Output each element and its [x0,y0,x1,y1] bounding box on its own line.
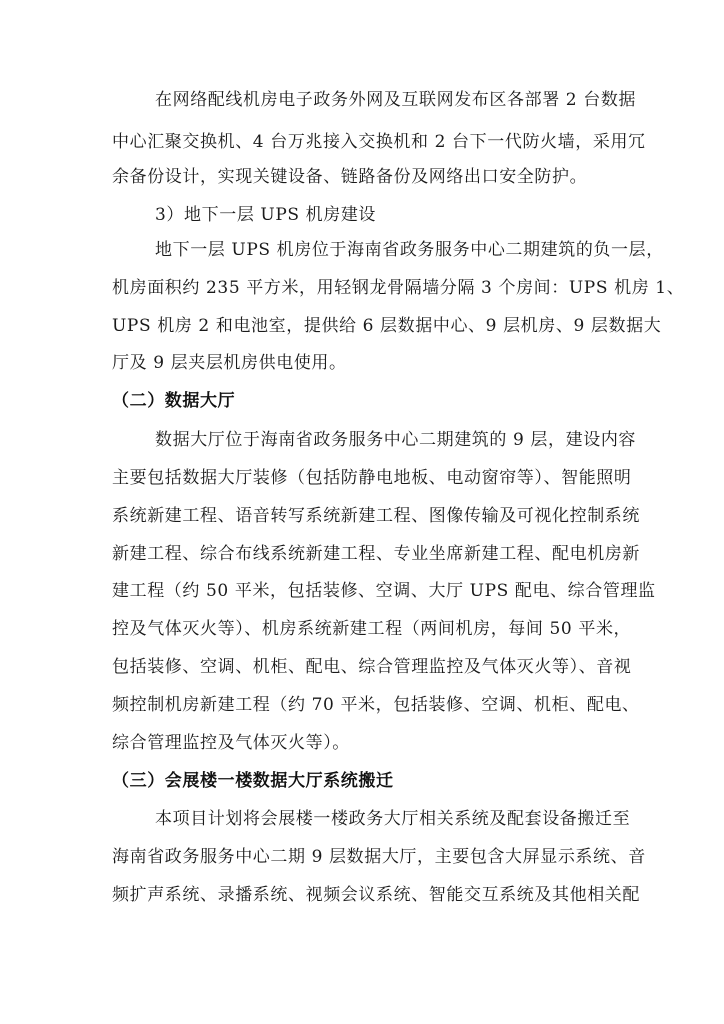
paragraph-line: 数据大厅位于海南省政务服务中心二期建筑的 9 层，建设内容 [155,430,637,450]
paragraph-line: 综合管理监控及气体灭火等）。 [112,733,350,753]
paragraph-line: 中心汇聚交换机、4 台万兆接入交换机和 2 台下一代防火墙，采用冗 [112,132,646,152]
paragraph-line: 海南省政务服务中心二期 9 层数据大厅，主要包含大屏显示系统、音 [112,847,646,867]
paragraph-line: 建工程（约 50 平米，包括装修、空调、大厅 UPS 配电、综合管理监 [112,581,656,601]
paragraph-line: 包括装修、空调、机柜、配电、综合管理监控及气体灭火等）、音视 [112,657,632,677]
paragraph-line: 余备份设计，实现关键设备、链路备份及网络出口安全防护。 [112,167,588,187]
paragraph-line: 新建工程、综合布线系统新建工程、专业坐席新建工程、配电机房新 [112,544,640,564]
paragraph-line: 机房面积约 235 平方米，用轻钢龙骨隔墙分隔 3 个房间：UPS 机房 1、 [112,278,685,298]
paragraph-line: 频控制机房新建工程（约 70 平米，包括装修、空调、机柜、配电、 [112,695,640,715]
item-title: 3）地下一层 UPS 机房建设 [155,205,377,225]
section-heading: （三）会展楼一楼数据大厅系统搬迁 [112,771,394,791]
paragraph-line: 厅及 9 层夹层机房供电使用。 [112,353,347,373]
paragraph-line: UPS 机房 2 和电池室，提供给 6 层数据中心、9 层机房、9 层数据大 [112,316,662,336]
section-heading: （二）数据大厅 [112,391,236,411]
paragraph-line: 地下一层 UPS 机房位于海南省政务服务中心二期建筑的负一层， [155,240,664,260]
paragraph-line: 主要包括数据大厅装修（包括防静电地板、电动窗帘等）、智能照明 [112,468,632,488]
paragraph-line: 在网络配线机房电子政务外网及互联网发布区各部署 2 台数据 [155,90,637,110]
paragraph-line: 系统新建工程、语音转写系统新建工程、图像传输及可视化控制系统 [112,506,640,526]
paragraph-line: 频扩声系统、录播系统、视频会议系统、智能交互系统及其他相关配 [112,885,640,905]
paragraph-line: 本项目计划将会展楼一楼政务大厅相关系统及配套设备搬迁至 [155,809,631,829]
paragraph-line: 控及气体灭火等）、机房系统新建工程（两间机房，每间 50 平米， [112,619,632,639]
